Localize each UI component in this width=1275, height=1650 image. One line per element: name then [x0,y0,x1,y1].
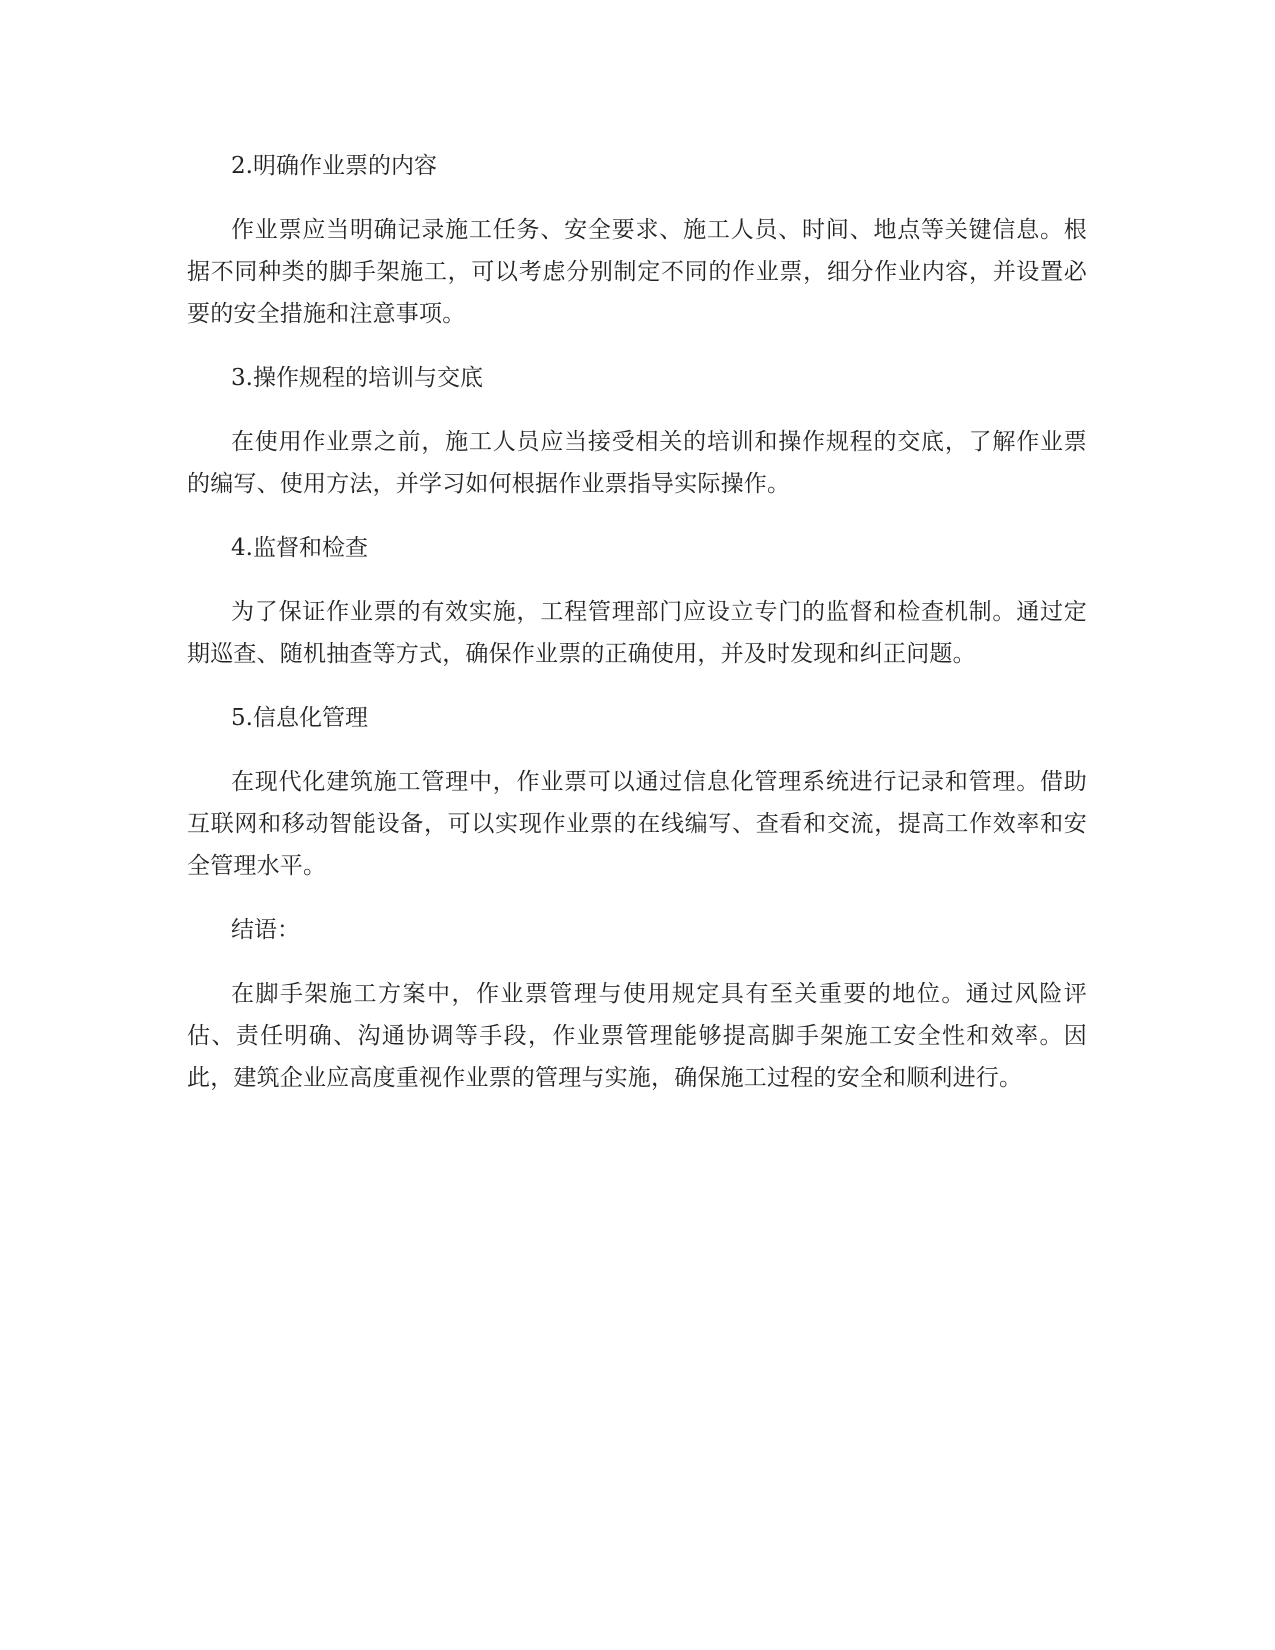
section-heading-5: 5.信息化管理 [231,705,368,731]
section-body-3: 在使用作业票之前，施工人员应当接受相关的培训和操作规程的交底，了解作业票的编写、使用方法，并学习如何根据作业票指导实际操作。 [187,429,1087,497]
section-body-4: 为了保证作业票的有效实施，工程管理部门应设立专门的监督和检查机制。通过定期巡查、随机抽查等方式，确保作业票的正确使用，并及时发现和纠正问题。 [187,599,1087,667]
section-body-2: 作业票应当明确记录施工任务、安全要求、施工人员、时间、地点等关键信息。根据不同种类的脚手架施工，可以考虑分别制定不同的作业票，细分作业内容，并设置必要的安全措施和注意事项。 [187,217,1087,327]
conclusion-heading: 结语： [231,917,300,943]
document-body [187,145,1087,1121]
conclusion-body: 在脚手架施工方案中，作业票管理与使用规定具有至关重要的地位。通过风险评估、责任明确、沟通协调等手段，作业票管理能够提高脚手架施工安全性和效率。因此，建筑企业应高度重视作业票的管理与实施，确保施工过程的安全和顺利进行。 [187,981,1087,1091]
section-heading-2: 2.明确作业票的内容 [231,153,437,179]
section-body-5: 在现代化建筑施工管理中，作业票可以通过信息化管理系统进行记录和管理。借助互联网和移动智能设备，可以实现作业票的在线编写、查看和交流，提高工作效率和安全管理水平。 [187,769,1087,879]
section-heading-4: 4.监督和检查 [231,535,368,561]
section-heading-3: 3.操作规程的培训与交底 [231,365,483,391]
